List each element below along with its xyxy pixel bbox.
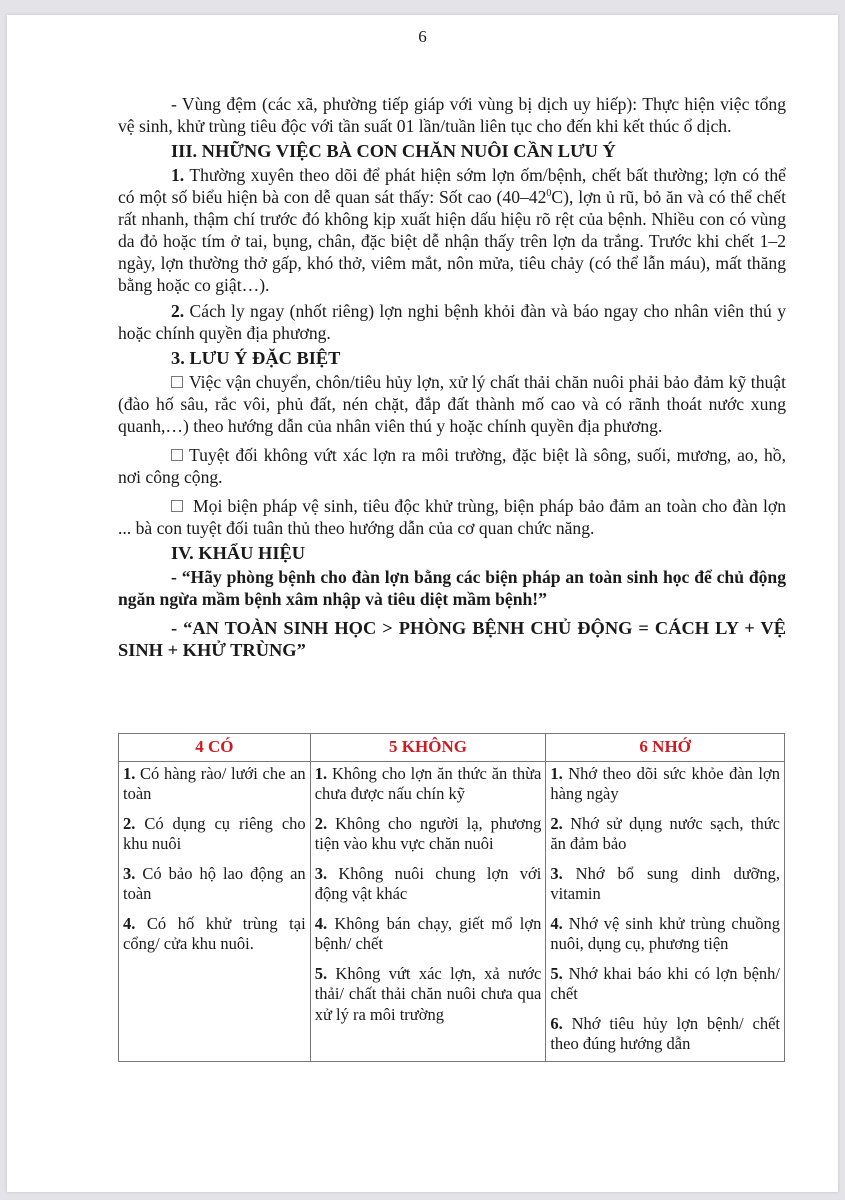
list-item xyxy=(550,864,780,905)
item-2-text: Cách ly ngay (nhốt riêng) lợn nghi bệnh khỏi đàn và báo ngay cho nhân viên thú y hoặc chính quyền địa phương. xyxy=(118,301,786,343)
degree-superscript: 0 xyxy=(546,188,552,200)
item-text: Không cho lợn ăn thức ăn thừa chưa được nấu chín kỹ xyxy=(314,763,542,803)
item-number: 3. xyxy=(314,863,328,883)
buffer-zone-paragraph: - Vùng đệm (các xã, phường tiếp giáp với vùng bị dịch uy hiếp): Thực hiện việc tổng vệ sinh, khử trùng tiêu độc với tần suất 01 lần/tuần liên tục cho đến khi kết thúc ổ dịch. xyxy=(118,94,786,136)
item-text: Nhớ sử dụng nước sạch, thức ăn đảm bảo xyxy=(550,813,780,853)
bullet-3-paragraph xyxy=(118,495,786,539)
list-item xyxy=(315,814,542,855)
empty-square-icon xyxy=(171,376,183,388)
table-body-row xyxy=(119,761,785,1061)
list-item xyxy=(550,1014,780,1055)
item-text: Có dụng cụ riêng cho khu nuôi xyxy=(123,813,306,853)
list-item xyxy=(123,864,306,905)
list-item xyxy=(123,814,306,855)
item-1-text-b: C), lợn ủ rũ, bỏ ăn và có thể chết rất nhanh, thậm chí trước đó không kịp xuất hiện dấu hiệu rõ rệt của bệnh. Nhiều con có vùng da đỏ hoặc tím ở tai, bụng, chân, đặc biệt dễ nhận thấy trên lợn da trắng. Trước khi chết 1–2 ngày, lợn thường thở gấp, khó thở, viêm mắt, nôn mửa, tiêu chảy (có thể lẫn máu), mất thăng bằng hoặc co giật…). xyxy=(118,187,786,295)
item-1-text-a: Thường xuyên theo dõi để phát hiện sớm lợn ốm/bệnh, chết bất thường; lợn có thể có một số biểu hiện bà con dễ quan sát thấy: Sốt cao (40–42 xyxy=(118,165,786,207)
column-6-nho xyxy=(546,761,785,1061)
list-item xyxy=(550,764,780,805)
item-number: 3. xyxy=(123,863,136,883)
item-1-paragraph xyxy=(118,164,786,296)
item-number: 1. xyxy=(123,763,136,783)
biosecurity-table xyxy=(118,733,785,1062)
slogan-2: - “AN TOÀN SINH HỌC > PHÒNG BỆNH CHỦ ĐỘNG = CÁCH LY + VỆ SINH + KHỬ TRÙNG” xyxy=(118,618,786,660)
column-4-co xyxy=(119,761,311,1061)
item-text: Nhớ theo dõi sức khỏe đàn lợn hàng ngày xyxy=(550,763,780,803)
slogan-1: - “Hãy phòng bệnh cho đàn lợn bằng các biện pháp an toàn sinh học để chủ động ngăn ngừa mầm bệnh xâm nhập và tiêu diệt mầm bệnh!” xyxy=(118,567,786,609)
item-text: Có hố khử trùng tại cổng/ cửa khu nuôi. xyxy=(123,913,306,953)
list-item xyxy=(550,964,780,1005)
bullet-1-text: Việc vận chuyển, chôn/tiêu hủy lợn, xử lý chất thải chăn nuôi phải bảo đảm kỹ thuật (đào hố sâu, rắc vôi, phủ đất, nén chặt, đắp đất thành mố cao và có rãnh thoát nước xung quanh,…) theo hướng dẫn của nhân viên thú y hoặc chính quyền địa phương. xyxy=(118,372,786,436)
bullet-3-text: Mọi biện pháp vệ sinh, tiêu độc khử trùng, biện pháp bảo đảm an toàn cho đàn lợn ... bà con tuyệt đối tuân thủ theo hướng dẫn của cơ quan chức năng. xyxy=(118,496,786,538)
item-number: 6. xyxy=(550,1013,563,1033)
item-number: 2. xyxy=(314,813,328,833)
item-number: 3. xyxy=(550,863,563,883)
list-item xyxy=(123,914,306,955)
item-text: Không bán chạy, giết mổ lợn bệnh/ chết xyxy=(314,913,542,953)
list-item xyxy=(550,814,780,855)
list-item xyxy=(315,864,542,905)
item-number: 5. xyxy=(314,963,328,983)
item-text: Không nuôi chung lợn với động vật khác xyxy=(314,863,542,903)
item-text: Không vứt xác lợn, xả nước thải/ chất thải chăn nuôi chưa qua xử lý ra môi trường xyxy=(314,963,542,1024)
list-item xyxy=(315,964,542,1026)
item-text: Không cho người lạ, phương tiện vào khu vực chăn nuôi xyxy=(314,813,542,853)
section-heading-special: 3. LƯU Ý ĐẶC BIỆT xyxy=(171,348,341,368)
document-body xyxy=(118,93,786,661)
item-2-number: 2. xyxy=(171,301,185,321)
item-number: 4. xyxy=(550,913,563,933)
item-2-paragraph xyxy=(118,300,786,344)
list-item xyxy=(123,764,306,805)
bullet-2-paragraph xyxy=(118,444,786,488)
section-heading-iii: III. NHỮNG VIỆC BÀ CON CHĂN NUÔI CẦN LƯU Ý xyxy=(171,141,616,161)
header-5-khong: 5 KHÔNG xyxy=(310,734,546,762)
list-item xyxy=(315,914,542,955)
item-number: 2. xyxy=(123,813,136,833)
column-5-khong xyxy=(310,761,546,1061)
item-text: Có hàng rào/ lưới che an toàn xyxy=(123,763,306,803)
item-1-number: 1. xyxy=(171,165,185,185)
item-number: 4. xyxy=(123,913,136,933)
item-text: Nhớ khai báo khi có lợn bệnh/ chết xyxy=(550,963,780,1003)
header-6-nho: 6 NHỚ xyxy=(546,734,785,762)
list-item xyxy=(315,764,542,805)
empty-square-icon xyxy=(171,500,183,512)
item-number: 2. xyxy=(550,813,563,833)
item-number: 1. xyxy=(550,763,563,783)
list-item xyxy=(550,914,780,955)
header-4-co: 4 CÓ xyxy=(119,734,311,762)
table-header-row xyxy=(119,734,785,762)
page-number: 6 xyxy=(418,27,427,46)
bullet-1-paragraph xyxy=(118,371,786,437)
document-page xyxy=(7,15,838,1192)
item-number: 5. xyxy=(550,963,563,983)
item-number: 1. xyxy=(314,763,328,783)
item-number: 4. xyxy=(314,913,328,933)
section-heading-iv: IV. KHẨU HIỆU xyxy=(171,543,306,563)
item-text: Nhớ vệ sinh khử trùng chuồng nuôi, dụng cụ, phương tiện xyxy=(550,913,780,953)
item-text: Có bảo hộ lao động an toàn xyxy=(123,863,306,903)
item-text: Nhớ bổ sung dinh dưỡng, vitamin xyxy=(550,863,780,903)
empty-square-icon xyxy=(171,449,183,461)
item-text: Nhớ tiêu hủy lợn bệnh/ chết theo đúng hướng dẫn xyxy=(550,1013,780,1053)
bullet-2-text: Tuyệt đối không vứt xác lợn ra môi trường, đặc biệt là sông, suối, mương, ao, hồ, nơi công cộng. xyxy=(118,445,786,487)
